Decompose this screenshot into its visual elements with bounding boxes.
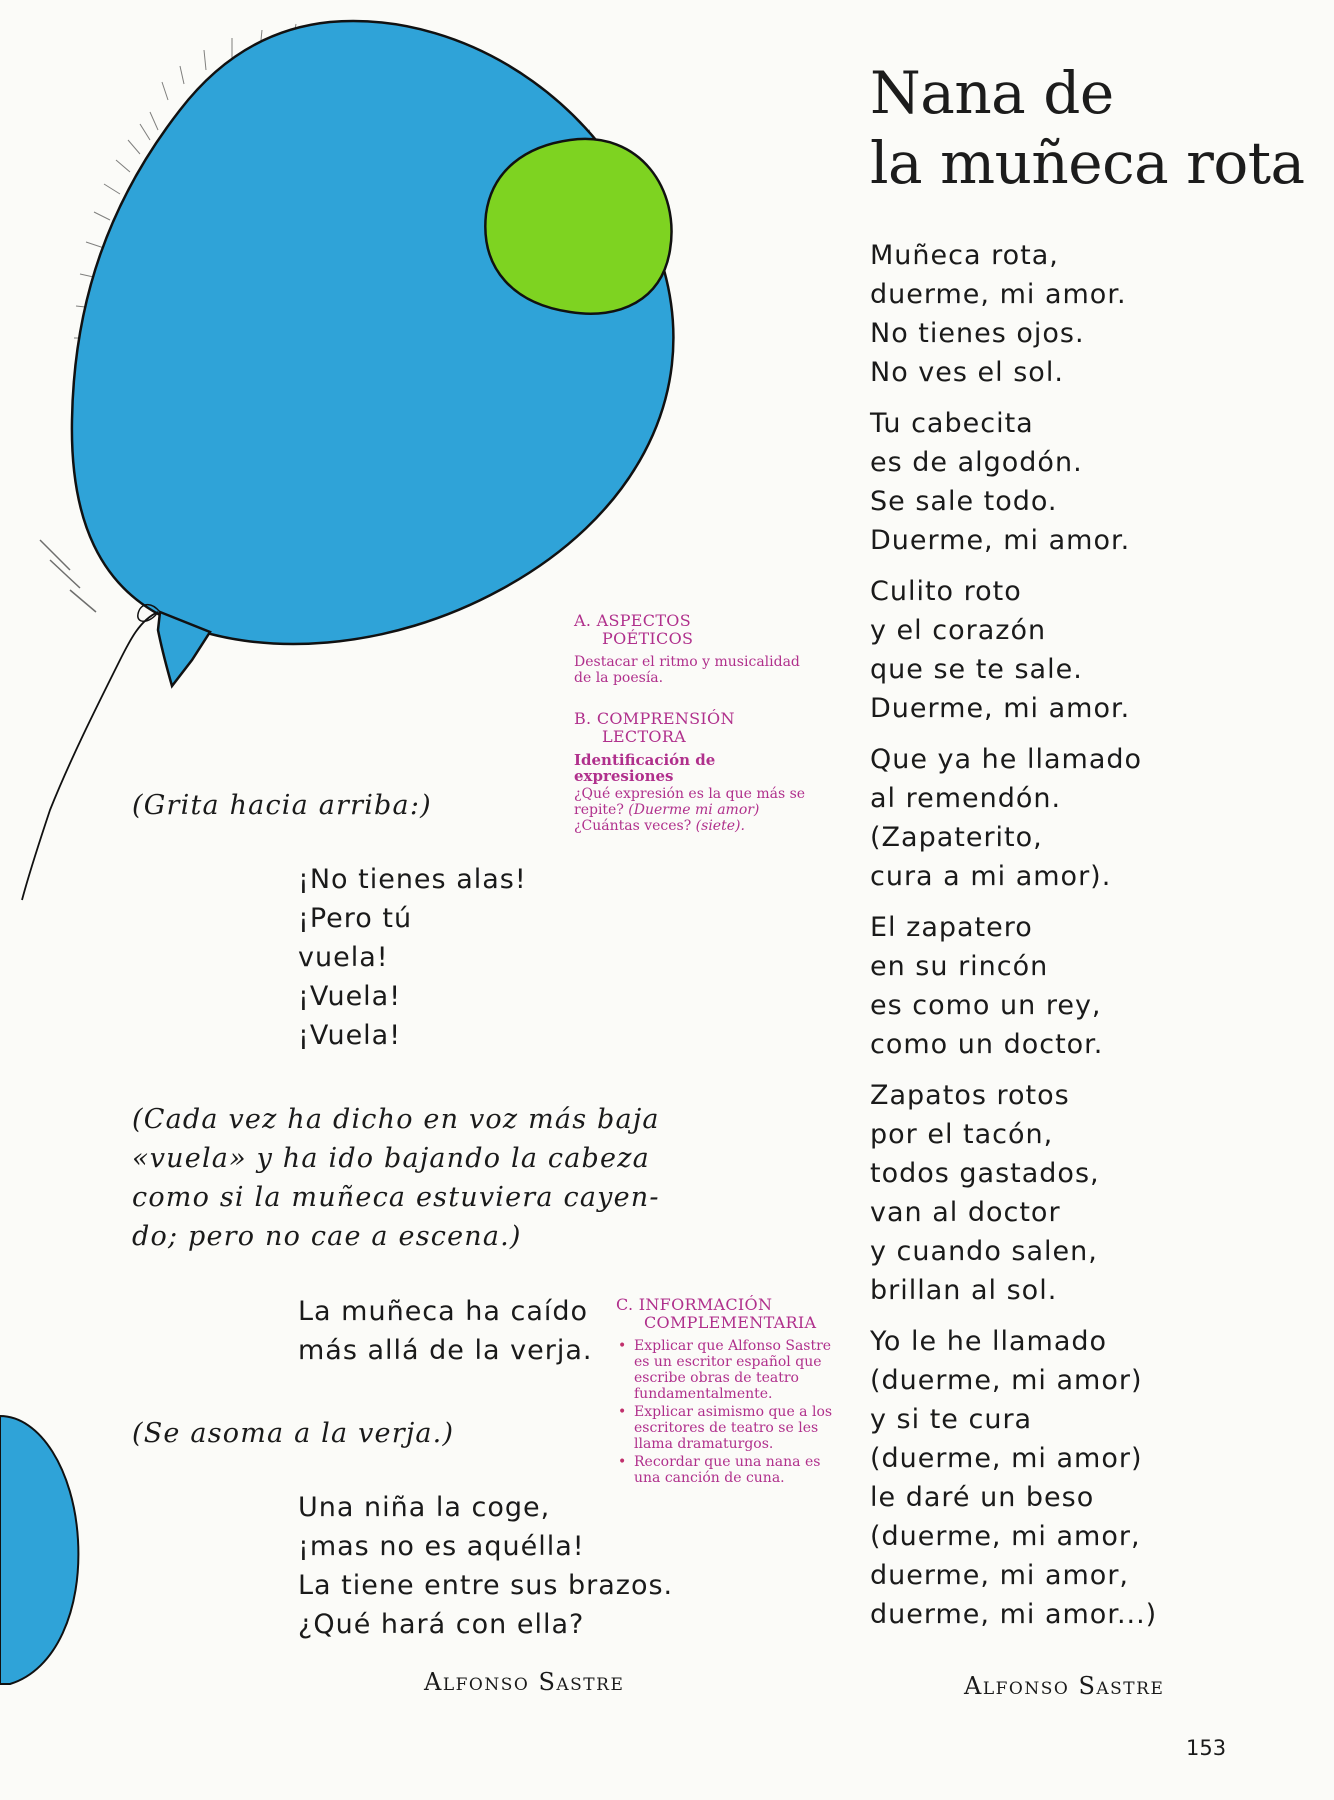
poem-line: Culito roto — [870, 576, 1022, 607]
poem-line: y cuando salen, — [870, 1236, 1098, 1267]
poem-line: (duerme, mi amor) — [870, 1443, 1143, 1474]
poem-line: Tu cabecita — [870, 408, 1034, 439]
balloon-spot — [485, 139, 671, 314]
poem-line: por el tacón, — [870, 1119, 1054, 1150]
stage-direction-1: (Grita hacia arriba:) — [132, 790, 432, 821]
poem-line: Duerme, mi amor. — [870, 525, 1131, 556]
poem-line: es como un rey, — [870, 990, 1102, 1021]
left-verse-3 — [298, 1488, 673, 1644]
verse-line: más allá de la verja. — [298, 1335, 593, 1366]
note-c-item: • Explicar asimismo que a los escritores de teatro se les llama dramaturgos. — [616, 1404, 848, 1452]
note-c-title-1: C. INFORMACIÓN — [616, 1295, 773, 1314]
stage-direction-2 — [132, 1100, 660, 1256]
poem-line: (duerme, mi amor) — [870, 1365, 1143, 1396]
poem-line: (duerme, mi amor, — [870, 1521, 1141, 1552]
poem-stanza — [870, 572, 1310, 728]
poem-line: El zapatero — [870, 912, 1033, 943]
stage-line: «vuela» y ha ido bajando la cabeza — [132, 1143, 650, 1174]
note-c-item: • Recordar que una nana es una canción de cuna. — [616, 1454, 848, 1486]
poem-line: Duerme, mi amor. — [870, 693, 1131, 724]
poem-line: es de algodón. — [870, 447, 1083, 478]
verse-line: La muñeca ha caído — [298, 1296, 589, 1327]
poem-stanza — [870, 740, 1310, 896]
poem-line: brillan al sol. — [870, 1275, 1058, 1306]
note-b-answer-2: (siete). — [695, 818, 745, 834]
note-c-list — [616, 1338, 848, 1486]
verse-line: Una niña la coge, — [298, 1492, 551, 1523]
balloon-body — [72, 21, 674, 644]
page-number: 153 — [1186, 1736, 1227, 1760]
note-b-title-1: B. COMPRENSIÓN — [574, 709, 735, 728]
poem-line: Se sale todo. — [870, 486, 1058, 517]
page-title — [870, 58, 1330, 198]
verse-line: ¡Vuela! — [298, 1020, 402, 1051]
poem-stanza — [870, 1322, 1310, 1634]
poem-line: le daré un beso — [870, 1482, 1095, 1513]
note-c-title-2: COMPLEMENTARIA — [644, 1313, 817, 1332]
poem-line: como un doctor. — [870, 1029, 1104, 1060]
poem-line: No ves el sol. — [870, 357, 1064, 388]
note-c-title — [616, 1296, 848, 1332]
balloon-edge-illustration — [0, 1416, 78, 1684]
poem-line: Que ya he llamado — [870, 744, 1143, 775]
poem-line: que se te sale. — [870, 654, 1083, 685]
poem-line: cura a mi amor). — [870, 861, 1112, 892]
left-verse-2 — [298, 1292, 592, 1370]
author-left: Alfonso Sastre — [424, 1668, 625, 1696]
note-a-title — [574, 612, 814, 648]
note-b-question-1: ¿Qué expresión es la que más se repite? — [574, 786, 806, 818]
title-line-2: la muñeca rota — [870, 129, 1305, 197]
poem-line: y si te cura — [870, 1404, 1033, 1435]
verse-line: vuela! — [298, 942, 389, 973]
stage-direction-3: (Se asoma a la verja.) — [132, 1418, 455, 1449]
verse-line: ¿Qué hará con ella? — [298, 1609, 585, 1640]
stage-line: como si la muñeca estuviera cayen- — [132, 1182, 660, 1213]
poem-line: duerme, mi amor, — [870, 1560, 1129, 1591]
verse-line: ¡Vuela! — [298, 981, 402, 1012]
poem-line: duerme, mi amor...) — [870, 1599, 1158, 1630]
note-b-question-2: ¿Cuántas veces? — [574, 818, 692, 834]
balloon-string — [22, 612, 158, 900]
note-a-title-2: POÉTICOS — [602, 629, 694, 648]
poem-line: al remendón. — [870, 783, 1062, 814]
poem-stanza — [870, 908, 1310, 1064]
poem-line: en su rincón — [870, 951, 1049, 982]
note-b-answer-1: (Duerme mi amor) — [628, 802, 760, 818]
teacher-note-a-b — [574, 612, 814, 834]
poem-line: duerme, mi amor. — [870, 279, 1127, 310]
stage-line: (Cada vez ha dicho en voz más baja — [132, 1104, 660, 1135]
note-b-title-2: LECTORA — [602, 727, 687, 746]
note-a-body: Destacar el ritmo y musicalidad de la poesía. — [574, 654, 800, 686]
note-b-title — [574, 710, 814, 746]
poem-line: (Zapaterito, — [870, 822, 1043, 853]
note-a-title-1: A. ASPECTOS — [574, 611, 691, 630]
title-line-1: Nana de — [870, 59, 1114, 127]
poem-line: van al doctor — [870, 1197, 1061, 1228]
note-b-subtitle: Identificación de expresiones — [574, 751, 716, 785]
verse-line: ¡mas no es aquélla! — [298, 1531, 585, 1562]
poem-stanzas — [870, 236, 1310, 1646]
poem-stanza — [870, 236, 1310, 392]
note-b-body — [574, 786, 814, 834]
verse-line: ¡Pero tú — [298, 903, 413, 934]
poem-line: Zapatos rotos — [870, 1080, 1070, 1111]
poem-line: todos gastados, — [870, 1158, 1100, 1189]
verse-line: La tiene entre sus brazos. — [298, 1570, 674, 1601]
poem-line: y el corazón — [870, 615, 1047, 646]
poem-line: Muñeca rota, — [870, 240, 1059, 271]
author-right: Alfonso Sastre — [964, 1672, 1165, 1700]
note-c-item: • Explicar que Alfonso Sastre es un escritor español que escribe obras de teatro fundamentalmente. — [616, 1338, 848, 1402]
poem-line: Yo le he llamado — [870, 1326, 1108, 1357]
poem-stanza — [870, 1076, 1310, 1310]
teacher-note-c — [616, 1296, 848, 1488]
left-verse-1 — [298, 860, 527, 1055]
verse-line: ¡No tienes alas! — [298, 864, 527, 895]
poem-line: No tienes ojos. — [870, 318, 1085, 349]
poem-stanza — [870, 404, 1310, 560]
stage-line: do; pero no cae a escena.) — [132, 1221, 522, 1252]
